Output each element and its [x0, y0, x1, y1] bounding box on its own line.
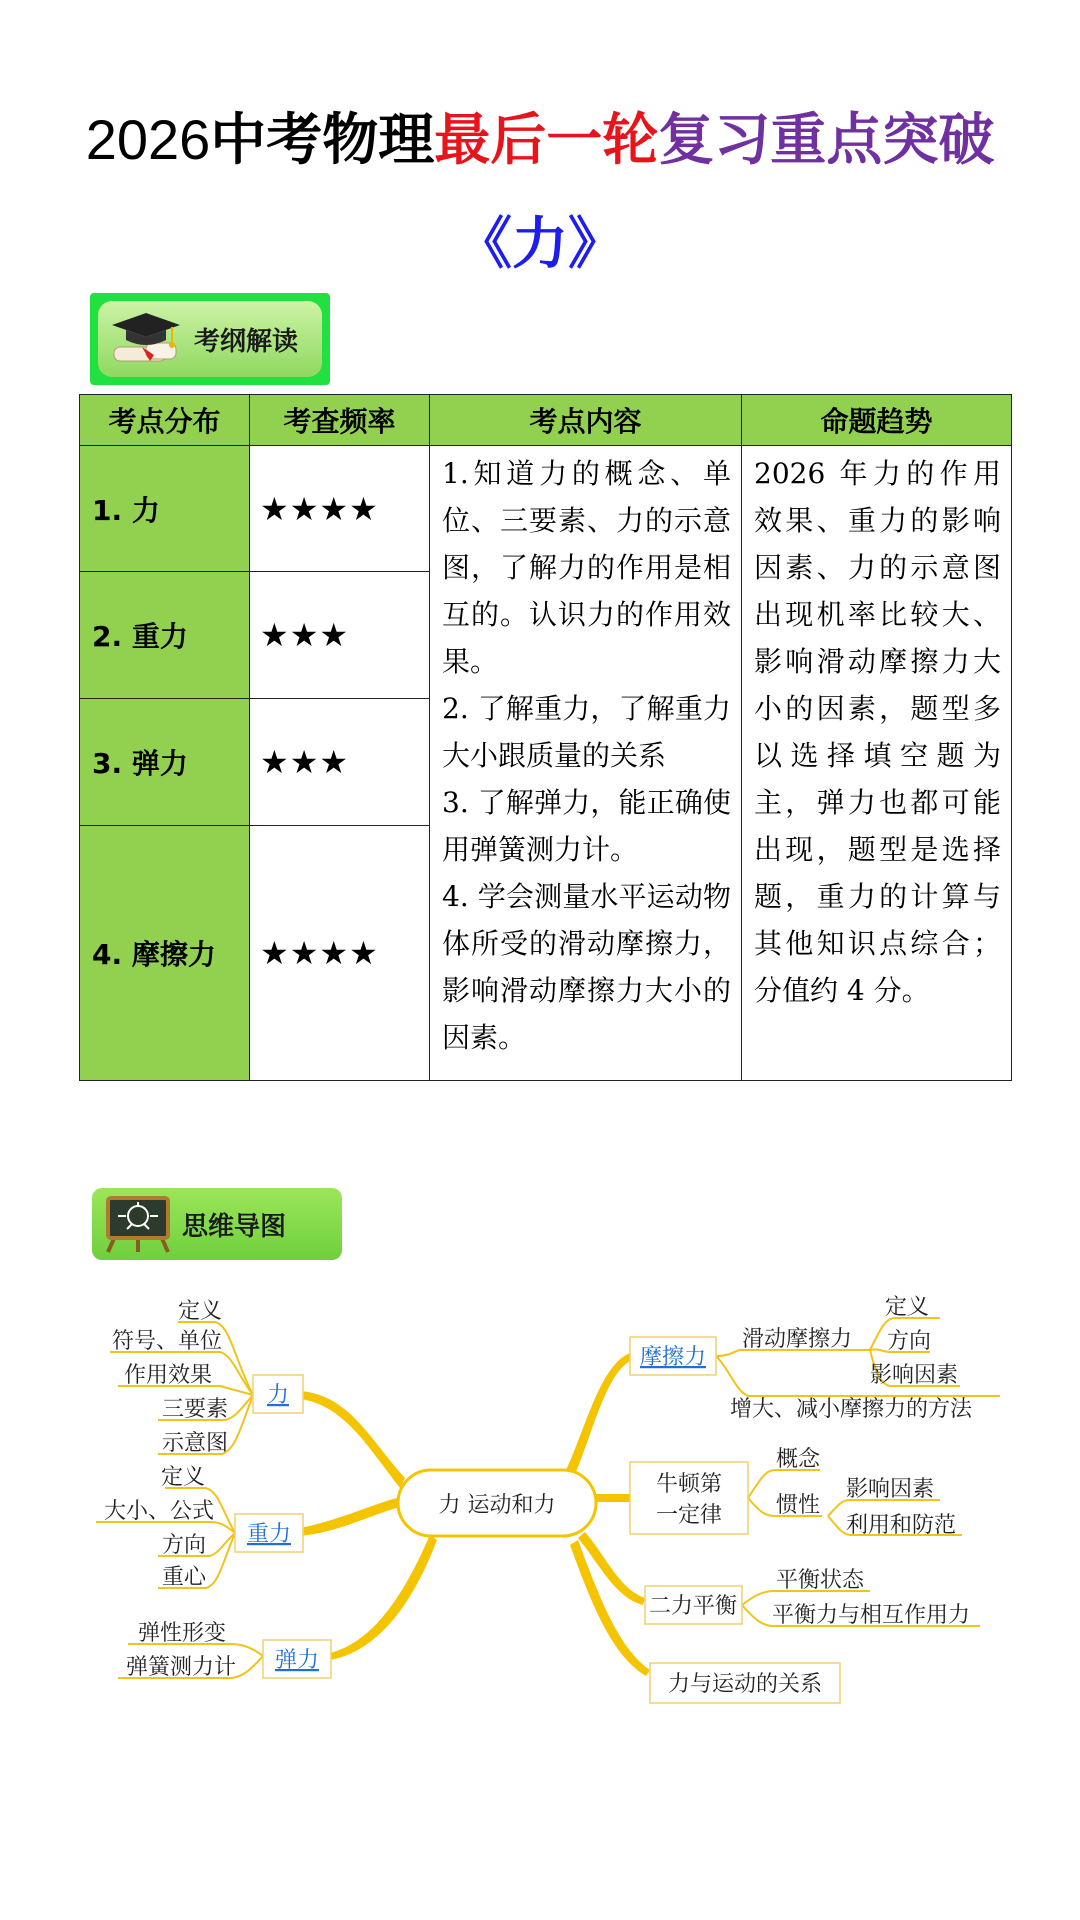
- node-tanli-label: 弹力: [274, 1648, 320, 1673]
- table-header-row: [80, 395, 1012, 446]
- leaf-friction-direction: 方向: [887, 1329, 932, 1354]
- blackboard-icon: [102, 1194, 174, 1254]
- branch-mocali: [566, 1353, 632, 1474]
- leaf-sliding-friction: 滑动摩擦力: [742, 1327, 853, 1352]
- leaf-li-diagram: 示意图: [161, 1431, 228, 1456]
- node-niudun-line2: 一定律: [655, 1503, 723, 1528]
- graduation-cap-icon: [106, 307, 184, 371]
- frequency-stars: ★★★★: [250, 446, 430, 572]
- content-paragraph: 2. 了解重力，了解重力大小跟质量的关系: [442, 692, 731, 772]
- leaf-inertia-use-prevent: 利用和防范: [846, 1513, 957, 1538]
- leaf-tanli-deformation: 弹性形变: [137, 1621, 226, 1646]
- header-topic: 考点分布: [80, 395, 250, 446]
- node-zhongli-label: 重力: [246, 1522, 292, 1547]
- leaf-zhongli-formula: 大小、公式: [103, 1499, 214, 1524]
- leaf-friction-methods: 增大、减小摩擦力的方法: [730, 1397, 973, 1422]
- content-paragraph: 4. 学会测量水平运动物体所受的滑动摩擦力，影响滑动摩擦力大小的因素。: [442, 880, 731, 1054]
- node-li-label: 力: [266, 1383, 290, 1408]
- page-title: [0, 100, 1080, 181]
- leaf-balance-vs-interaction: 平衡力与相互作用力: [772, 1603, 971, 1628]
- topic-cell: 4. 摩擦力: [80, 826, 250, 1081]
- node-niudun-line1: 牛顿第: [655, 1472, 723, 1497]
- leaf-tanli-spring-scale: 弹簧测力计: [125, 1655, 236, 1680]
- mindmap-badge: [92, 1188, 342, 1260]
- leaf-zhongli-center: 重心: [161, 1565, 206, 1590]
- mind-map: [0, 1280, 1080, 1740]
- topic-cell: 3. 弹力: [80, 699, 250, 826]
- leaf-li-symbol-unit: 符号、单位: [111, 1329, 222, 1354]
- leaf-newton-concept: 概念: [776, 1447, 821, 1472]
- leaf-li-effect: 作用效果: [123, 1363, 212, 1388]
- branch-niudun: [596, 1494, 630, 1502]
- leaf-zhongli-definition: 定义: [160, 1465, 205, 1490]
- leaf-inertia-factors: 影响因素: [846, 1477, 935, 1502]
- frequency-stars: ★★★: [250, 572, 430, 699]
- leaf-li-definition: 定义: [177, 1299, 222, 1324]
- content-paragraph: 3. 了解弹力，能正确使用弹簧测力计。: [442, 786, 731, 866]
- outline-badge-label: 考纲解读: [194, 326, 299, 357]
- leaf-zhongli-direction: 方向: [161, 1533, 206, 1558]
- mindmap-badge-label: 思维导图: [182, 1211, 287, 1242]
- table-row: [80, 446, 1012, 572]
- title-part-c: 复习重点突破: [658, 108, 995, 173]
- content-cell: [430, 446, 742, 1081]
- leaf-friction-definition: 定义: [885, 1295, 930, 1320]
- outline-badge: [90, 293, 330, 385]
- topic-cell: 1. 力: [80, 446, 250, 572]
- content-paragraph: 1.知道力的概念、单位、三要素、力的示意图，了解力的作用是相互的。认识力的作用效果。: [442, 457, 731, 678]
- node-erli-label: 二力平衡: [648, 1594, 738, 1619]
- leaf-friction-factors: 影响因素: [870, 1363, 959, 1388]
- node-guanxi-label: 力与运动的关系: [667, 1672, 823, 1697]
- page-subtitle: 《力》: [456, 212, 624, 277]
- trend-cell: 2026 年力的作用效果、重力的影响因素、力的示意图出现机率比较大、影响滑动摩擦力大小的因素，题型多以选择填空题为主，弹力也都可能出现，题型是选择题，重力的计算与其他知识点综合；分值约 4 分。: [742, 446, 1012, 1081]
- center-node-label: 力 运动和力: [438, 1493, 556, 1518]
- topic-cell: 2. 重力: [80, 572, 250, 699]
- title-year: 2026: [85, 108, 211, 171]
- leaf-li-three-elements: 三要素: [161, 1397, 228, 1422]
- exam-outline-table: [79, 394, 1012, 1081]
- leaf-newton-inertia: 惯性: [776, 1493, 821, 1518]
- header-frequency: 考查频率: [250, 395, 430, 446]
- header-content: 考点内容: [430, 395, 742, 446]
- header-trend: 命题趋势: [742, 395, 1012, 446]
- node-mocali-label: 摩擦力: [639, 1345, 707, 1370]
- frequency-stars: ★★★: [250, 699, 430, 826]
- title-part-a: 中考物理: [210, 108, 435, 173]
- frequency-stars: ★★★★: [250, 826, 430, 1081]
- branch-zhongli: [300, 1497, 400, 1536]
- branch-guanxi: [570, 1540, 650, 1676]
- branch-tanli: [330, 1535, 437, 1660]
- title-part-b: 最后一轮: [434, 108, 659, 173]
- branch-li: [300, 1391, 405, 1488]
- leaf-balance-state: 平衡状态: [776, 1568, 865, 1593]
